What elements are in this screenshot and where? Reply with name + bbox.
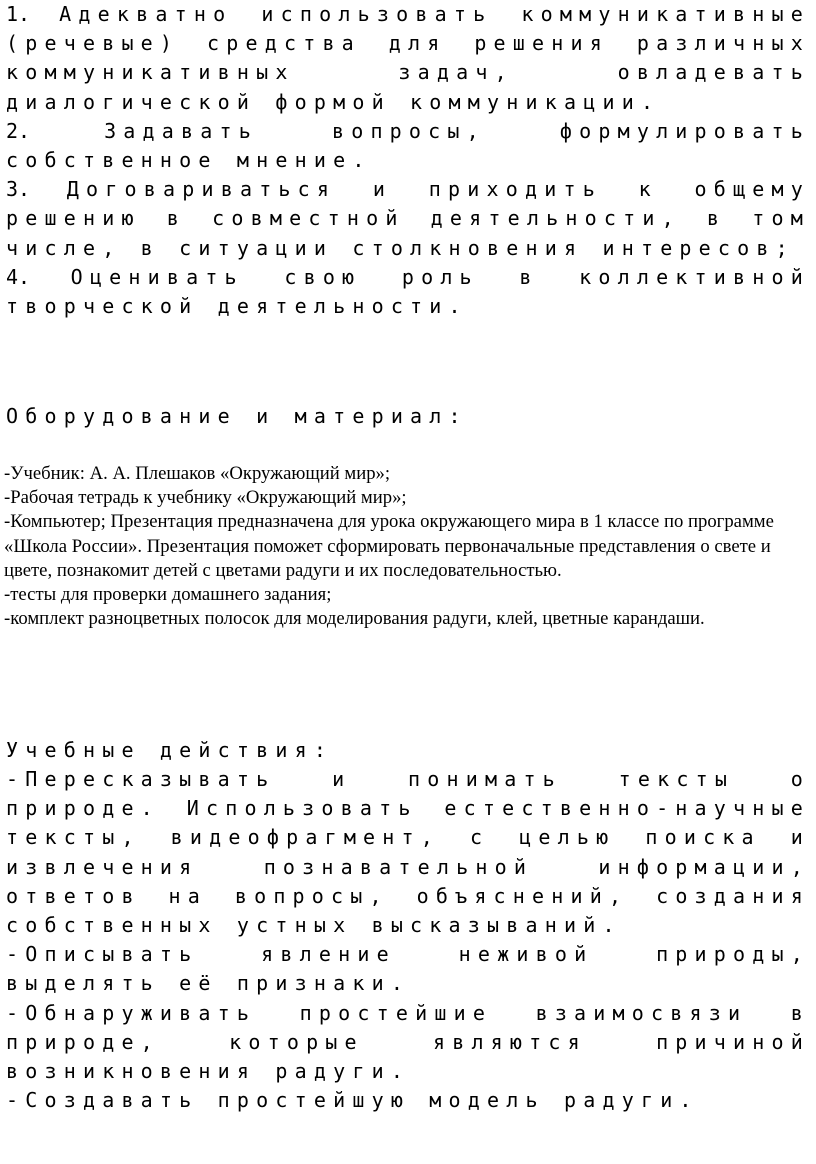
actions-heading: Учебные действия:	[6, 738, 334, 762]
goal-number: 2.	[6, 118, 31, 143]
equipment-item: -Компьютер; Презентация предназначена для урока окружающего мира в 1 классе по программе «Школа России». Презентация поможет сформировать первоначальные представления о свете и цвете, познакомит детей с цветами радуги и их последовательностью.	[4, 511, 774, 581]
goal-text: Договариваться и приходить к общему решению в совместной деятельности, в том числе, в ситуации столкновения интересов;	[6, 177, 810, 260]
action-item: -Создавать простейшую модель радуги.	[6, 1088, 699, 1113]
goal-text: Оценивать свою роль в коллективной творческой деятельности.	[6, 264, 810, 319]
actions-list	[6, 765, 810, 1115]
goal-text: Задавать вопросы, формулировать собственное мнение.	[6, 118, 810, 173]
goal-item-3	[6, 175, 810, 263]
action-item: -Описывать явление неживой природы, выделять её признаки.	[6, 942, 810, 996]
goal-number: 1.	[6, 2, 31, 26]
equipment-item: -Учебник: А. А. Плешаков «Окружающий мир»;	[4, 463, 391, 484]
equipment-item: -тесты для проверки домашнего задания;	[4, 584, 332, 606]
goal-item-1	[6, 0, 810, 117]
action-item: -Обнаруживать простейшие взаимосвязи в природе, которые являются причиной возникновения радуги.	[6, 1000, 810, 1084]
equipment-heading: Оборудование и материал:	[6, 404, 468, 428]
goal-text: Адекватно использовать коммуникативные (речевые) средства для решения различных коммуникативных задач, овладевать диалогической формой коммуникации.	[6, 2, 810, 114]
equipment-item: -комплект разноцветных полосок для моделирования радуги, клей, цветные карандаши.	[4, 608, 705, 630]
goal-item-2	[6, 117, 810, 175]
equipment-list	[4, 462, 804, 631]
goal-item-4	[6, 263, 810, 321]
goal-number: 4.	[6, 264, 31, 289]
action-item: -Пересказывать и понимать тексты о природе. Использовать естественно-научные тексты, видеофрагмент, с целью поиска и извлечения познавательной информации, ответов на вопросы, объяснений, создания собственных устных высказываний.	[6, 767, 810, 938]
goals-list	[6, 0, 810, 321]
equipment-item: -Рабочая тетрадь к учебнику «Окружающий мир»;	[4, 487, 407, 509]
goal-number: 3.	[6, 177, 31, 202]
